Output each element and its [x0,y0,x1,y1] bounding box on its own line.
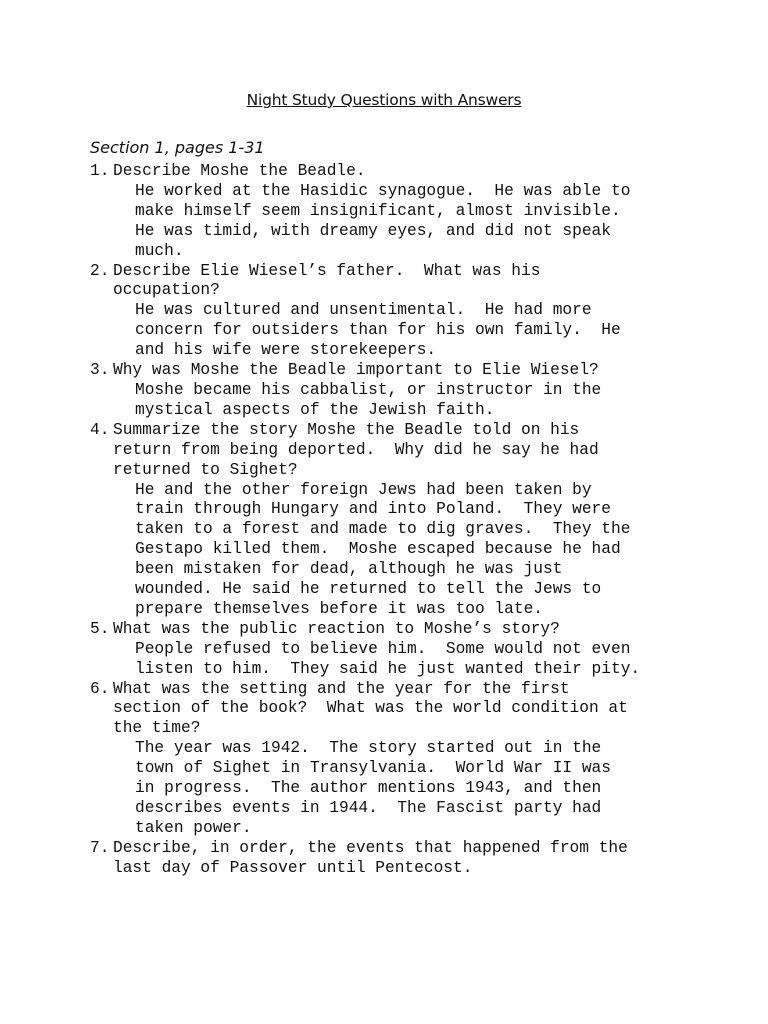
question-list [90,162,730,879]
answer-text: The year was 1942. The story started out in the town of Sighet in Transylvania. World War II was in progress. The author mentions 1943, and then describes events in 1944. The Fascist party had taken power. [135,739,611,837]
question-number: 6. [90,679,110,698]
question-number: 5. [90,619,110,638]
question-number: 1. [90,162,110,180]
question-text [90,361,730,381]
question-number: 3. [90,361,110,380]
section-heading: Section 1, pages 1-31 [90,138,265,157]
question-item-4 [90,421,730,620]
question-body: Why was Moshe the Beadle important to Elie Wiesel? [113,361,599,380]
question-item-1 [90,162,730,262]
question-body: Describe Elie Wiesel’s father. What was his occupation? [113,261,541,300]
question-text [90,262,730,302]
question-item-6 [90,680,730,839]
question-item-5 [90,620,730,680]
question-body: Summarize the story Moshe the Beadle told on his return from being deported. Why did he say he had returned to Sighet? [113,420,599,479]
question-number: 7. [90,838,110,857]
question-text [90,680,730,740]
answer-text: He and the other foreign Jews had been taken by train through Hungary and into Poland. They were taken to a forest and made to dig graves. They the Gestapo killed them. Moshe escaped because he had been mistaken for dead, although he was just wounded. He said he returned to tell the Jews to prepare themselves before it was too late. [135,480,631,618]
question-item-3 [90,361,730,421]
question-text [90,839,730,879]
answer-text: He worked at the Hasidic synagogue. He was able to make himself seem insignificant, almost invisible. He was timid, with dreamy eyes, and did not speak much. [135,181,631,260]
answer-text: Moshe became his cabbalist, or instructor in the mystical aspects of the Jewish faith. [135,380,602,419]
question-body: What was the public reaction to Moshe’s story? [113,619,560,638]
question-body: What was the setting and the year for the first section of the book? What was the world condition at the time? [113,679,628,738]
question-number: 2. [90,261,110,280]
question-item-2 [90,262,730,362]
question-body: Describe Moshe the Beadle. [113,162,366,180]
question-body: Describe, in order, the events that happened from the last day of Passover until Pentecost. [113,838,628,877]
question-text [90,162,730,182]
question-item-7 [90,839,730,879]
answer-text: He was cultured and unsentimental. He had more concern for outsiders than for his own family. He and his wife were storekeepers. [135,301,621,360]
question-text [90,421,730,481]
document-title: Night Study Questions with Answers [246,91,522,109]
question-text [90,620,730,640]
answer-text: People refused to believe him. Some would not even listen to him. They said he just wanted their pity. [135,639,641,678]
question-number: 4. [90,420,110,439]
